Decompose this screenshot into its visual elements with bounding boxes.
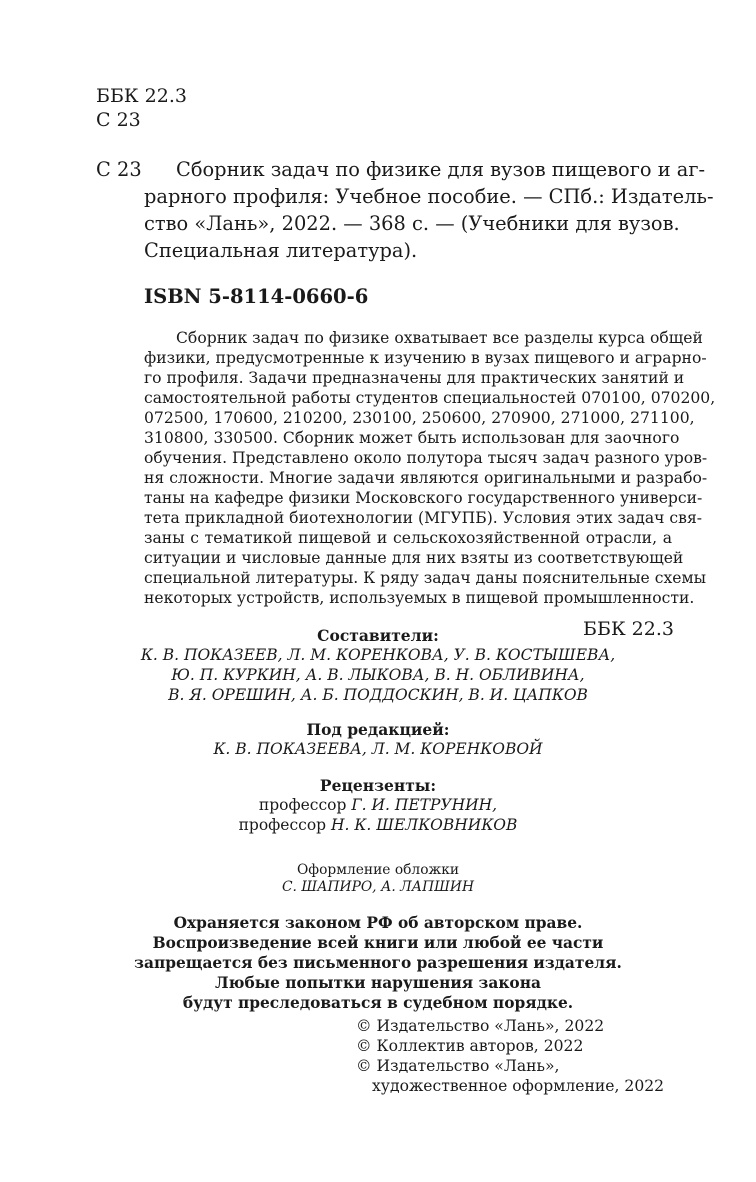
abstract-line: обучения. Представлено около полутора тысяч задач разного уров- <box>144 449 708 467</box>
bibliography-line: Сборник задач по физике для вузов пищевого и аг- <box>176 158 706 181</box>
abstract-line: физики, предусмотренные к изучению в вузах пищевого и аграрно- <box>144 349 707 367</box>
abstract-line: ня сложности. Многие задачи являются оригинальными и разрабо- <box>144 469 708 487</box>
abstract-line: 310800, 330500. Сборник может быть использован для заочного <box>144 429 680 447</box>
copyright-warning-line: Охраняется законом РФ об авторском праве. <box>173 914 583 932</box>
abstract-line: 072500, 170600, 210200, 230100, 250600, 270900, 271000, 271100, <box>144 409 695 427</box>
reviewer-name: Г. И. ПЕТРУНИН, <box>351 796 498 814</box>
reviewer-line <box>0 796 756 814</box>
abstract-line: Сборник задач по физике охватывает все разделы курса общей <box>176 329 703 347</box>
abstract-line: некоторых устройств, используемых в пищевой промышленности. <box>144 589 695 607</box>
abstract-line: самостоятельной работы студентов специальностей 070100, 070200, <box>144 389 716 407</box>
editors-names: К. В. ПОКАЗЕЕВА, Л. М. КОРЕНКОВОЙ <box>213 740 543 758</box>
copyright-warning-line: будут преследоваться в судебном порядке. <box>182 994 574 1012</box>
bibliography-line: Специальная литература). <box>144 239 418 262</box>
copyright-warning-line: запрещается без письменного разрешения издателя. <box>134 954 622 972</box>
isbn: ISBN 5-8114-0660-6 <box>144 285 369 308</box>
abstract-line: таны на кафедре физики Московского государственного универси- <box>144 489 703 507</box>
bibliography-line: ство «Лань», 2022. — 368 с. — (Учебники для вузов. <box>144 212 680 235</box>
reviewer-role: профессор <box>258 796 347 814</box>
editors-title: Под редакцией: <box>306 720 450 739</box>
compilers-line: К. В. ПОКАЗЕЕВ, Л. М. КОРЕНКОВА, У. В. КОСТЫШЕВА, <box>140 646 616 664</box>
cover-design-names: С. ШАПИРО, А. ЛАПШИН <box>282 879 474 895</box>
copyright-line: художественное оформление, 2022 <box>372 1077 665 1095</box>
bibliography-code: С 23 <box>96 158 142 181</box>
reviewer-line <box>0 816 756 834</box>
reviewer-name: Н. К. ШЕЛКОВНИКОВ <box>331 816 518 834</box>
author-code: С 23 <box>96 109 141 131</box>
abstract-line: тета прикладной биотехнологии (МГУПБ). Условия этих задач свя- <box>144 509 703 527</box>
abstract-line: ситуации и числовые данные для них взяты из соответствующей <box>144 549 684 567</box>
copyright-line: © Издательство «Лань», 2022 <box>356 1017 605 1035</box>
reviewers-title: Рецензенты: <box>319 776 437 795</box>
compilers-line: В. Я. ОРЕШИН, А. Б. ПОДДОСКИН, В. И. ЦАПКОВ <box>168 686 588 704</box>
cover-design-label: Оформление обложки <box>296 862 460 878</box>
bbk-code: ББК 22.3 <box>96 85 187 107</box>
bibliography-line: рарного профиля: Учебное пособие. — СПб.: Издатель- <box>144 185 714 208</box>
copyright-line: © Коллектив авторов, 2022 <box>356 1037 584 1055</box>
abstract-line: го профиля. Задачи предназначены для практических занятий и <box>144 369 685 387</box>
copyright-line: © Издательство «Лань», <box>356 1057 560 1075</box>
copyright-warning-line: Любые попытки нарушения закона <box>215 974 541 992</box>
bbk-code-bottom: ББК 22.3 <box>583 618 674 640</box>
abstract-line: специальной литературы. К ряду задач даны пояснительные схемы <box>144 569 707 587</box>
compilers-title: Составители: <box>317 626 439 645</box>
compilers-line: Ю. П. КУРКИН, А. В. ЛЫКОВА, В. Н. ОБЛИВИНА, <box>171 666 585 684</box>
abstract-line: заны с тематикой пищевой и сельскохозяйственной отрасли, а <box>144 529 672 547</box>
reviewer-role: профессор <box>238 816 327 834</box>
copyright-warning-line: Воспроизведение всей книги или любой ее части <box>152 934 604 952</box>
